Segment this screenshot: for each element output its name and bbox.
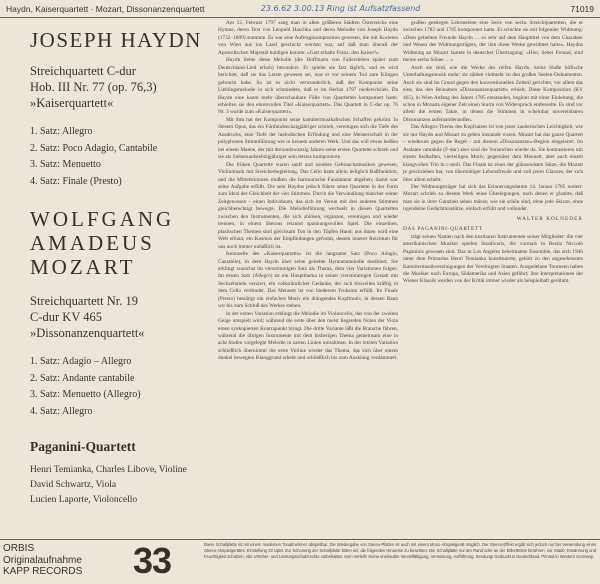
mozart-name-line: WOLFGANG (30, 207, 175, 232)
notes-paragraph: Keimzelle des »Kaiserquartetts« ist die langsame Satz (Poco Adagio, Cantabile), in dem Haydn über seine geliebte Hymnenmelodie meditiert. Sie erklingt zunächst im vierstimmigen Satz als Thema, dem vier Variationen folgen. Im ersten Satz (Allegro) ist ein Hauptthema in seiner vierstimmigen Gestalt mit Sechzehnteln verziert, ein volkstümlicher Gedanke, der sich bisweilen kräftig in dem Cello verbindet. Das Menuett ist von biederem Frohsinn erfüllt. Im Finale (Presto) bestätigt ein einfaches Motiv ein drängendes Kopfmotiv, in dessen Bann wir bis zum Schluß des Werkes stehen. (218, 251, 398, 310)
quartet-heading: DAS PAGANINI-QUARTETT (403, 226, 483, 233)
movement-item: 3. Satz: Menuetto (Allegro) (30, 389, 141, 401)
liner-notes-column-1 (218, 20, 398, 363)
haydn-movements (30, 124, 208, 190)
haydn-composer: JOSEPH HAYDN (30, 28, 202, 52)
mozart-movements (30, 354, 208, 420)
header-bar (0, 0, 600, 18)
movement-item: 3. Satz: Menuetto (30, 159, 101, 171)
notes-paragraph: Das Allegro-Thema des Kopfsatzes ist von jener zauberischen Leichtigkeit, wie sie nur Haydn und Mozart zu geben imstande waren. Mozart hat das ganze Quartett – wiederum gegen die Regel – mit diesem »Dissonanzen«-Beginn eingeleitet. Im Andante cantabile (F-dur) aber sind die Vorzeichen wieder da. Sie kontrastieren mit einem liedhaften, vierteiligen Motiv, gegenüber dem Menuett, aber auch einem klangvollen Trio in c-moll. Das Finale ist eines der glänzendsten Sätze, die Mozart je geschrieben hat, von übermütiger Lebensfreude und voll jenes Glanzes, der sich über allem erhebt. (403, 124, 583, 183)
mozart-work-line: C-dur KV 465 (30, 310, 102, 325)
label-line: ORBIS (3, 543, 35, 554)
haydn-work-line: Hob. III Nr. 77 (op. 76,3) (30, 80, 157, 95)
notes-paragraph: Auch sie sind, wie die Werke des reifen Haydn, keine bloße höfische Unterhaltungsmusik mehr; sie zählen vielmehr zu den großen Seelen-Dokumenten. Auch sie sind im Grund gegen den konventionellen Zeitstil gerichtet, vor allem das eine, das den Beinamen »Dissonanzenquartett« erhielt. Diese Komposition (KV 465), in Wien Anfang des Jahres 1785 entstanden, beginnt mit einer Einleitung, die schon in Mozarts eigener Zeit einen Sturm von Widerspruch entfesselte. Es sind vor allem die ersten Takte, in denen die Stimmen in scheinbar unvereinbaren Dissonanzen aufeinanderstoßen. (403, 64, 583, 123)
notes-paragraph: Die frühen Quartette waren sanft und sonders Gebrauchsmusiken gewesen, Violinmusik mit Streicherbegleitung. Das Cello hatte allein lediglich Baßfunktion, und die Mittelstimmen mußten die harmonische Fundament abgeben; damit war seine Aufgabe erfüllt. Die sehr Haydns jedoch führte seine Quartette in der Form zum Ideal der Gleichheit der vier Stimmen. Durch die Verwandlung mancher seiner Zeitgenossen – einen Individuum, das sich im Verein mit drei anderen Stimmen gleichberechtigt bewegte. Die Melodieführung wechselt in diesen Quartetten zwischen den Instrumenten, die sich ablösen, ergänzen, vereinigen und wieder trennen, in einem überaus reizund spannungsvollen Spiel. Die einzelnen, plastischen Themen sind gleichsam Ton in den Töpfen Hand; aus ihnen wird eine Welt erbaut, ein Kosmos der Empfindungen geformt, dessen innerer Reichtum für uns noch immer unfaßlich ist. (218, 161, 398, 250)
mozart-name-line: AMADEUS (30, 231, 155, 256)
mozart-work (30, 293, 208, 341)
ensemble-members (30, 463, 208, 507)
mozart-work-line: »Dissonanzenquartett« (30, 326, 145, 341)
ensemble-name: Paganini-Quartett (30, 439, 136, 455)
notes-paragraph: In der ersten Variation erklingt die Melodie im Violoncello, das von der zweiten Geige umspielt wird; während die erste über den meist liegenden Noten der Viola einen synkopierten Kontrapunkt bringt. Die dritte Variante läßt die Bratsche führen, während die übrigen Instrumente mit dem bisherigen Thema gemeinsam eine in acht Stufen vorgelegte Melodie in zarten Linien umrahmen. In der letzten Variation schließlich übernimmt die erste Violine wieder das Thema, das sich über einem dunkel bewegten Klanggrund erhebt und schließlich bis zum Ausklang verdämmert. (218, 310, 398, 362)
record-label (3, 543, 82, 578)
movement-item: 1. Satz: Adagio – Allegro (30, 356, 132, 368)
mozart-name-line: MOZART (30, 255, 136, 280)
haydn-work-line: »Kaiserquartett« (30, 96, 114, 111)
label-line: KAPP RECORDS (3, 566, 83, 577)
haydn-work-line: Streichquartett C-dur (30, 64, 136, 79)
album-title: Haydn, Kaiserquartett · Mozart, Dissonanzenquartett (6, 3, 205, 14)
program-column (0, 18, 218, 538)
movement-item: 4. Satz: Finale (Presto) (30, 175, 122, 187)
footer (0, 539, 600, 584)
handwritten-note: 23.6.62 3.00.13 Ring ist Aufsatzfassend (260, 4, 421, 13)
movement-item: 1. Satz: Allegro (30, 126, 93, 138)
author-signature: WALTER KOLNEDER (516, 215, 583, 222)
member-item: Lucien Laporte, Violoncello (30, 494, 138, 505)
label-line: Originalaufnahme (3, 554, 82, 566)
mozart-work-line: Streichquartett Nr. 19 (30, 294, 138, 309)
notes-paragraph: Am 12. Februar 1797 sang man in allen größeren Städten Österreichs eine Hymne, deren Text von Leopold Haschka und deren Melodie von Joseph Haydn (1732–1809) stammte. Es war eine Auftragskomposition gewesen, die mit Korieten von Wien aus ins Land geschickt worden war, auf daß man überall der Apostolischen Majestät huldigen konnte: »Gott erhalte Franz, den Kaiser!« (218, 20, 398, 56)
notes-paragraph: trägt seinen Namen nach den kostbaren Instrumenten seiner Mitglieder: die vier amerikanischen Musiker spielen Stradivaris, die vormals in Besitz Niccolò Paganinis gewesen sind. Das in Los Angeles beheimatete Ensemble, das sich 1946 unter dem Primarius Henri Temianka konstituierte, gehört zu den angesehensten Kammermusikvereinigungen der Vereinigten Staaten. Ausgedehnte Tourneen haben die Musiker nach Europa, Südamerika und Asien geführt; ihre Interpretationen der Wiener Klassik werden von der Kritik immer wieder als beispielhaft gerühmt. (403, 233, 583, 285)
legal-notice: Diese Schallplatte ist mit einem modernen Tonabnehmer abspielbar. Die Wiedergabe von Stereo-Platten ist auch mit einem Mono-Abspielgerät möglich. Der Stereo-Effekt ergibt sich jedoch nur bei Verwendung eines Stereo-Abspielgerätes. Einstellung 33 UpM. Zur Schonung der Schallplatte bitten wir, die folgenden Hinweise zu beachten: Die Schallplatte nur am Rand oder an der Etikettmitte berühren, vor Staub, Erwärmung und Feuchtigkeit schützen. Alle Urheber- und Leistungsschutzrechte vorbehalten. Kein Verleih! Keine unerlaubte Vervielfältigung, Vermietung, Aufführung, Sendung! Gedruckt in Deutschland. Printed in Western Germany. (204, 542, 596, 560)
notes-paragraph: Der Widmungsträger hat sich das Erinnerungsdatum 14. Januar 1785 notiert: Mozart schrieb zu diesem Werk seine Überlegungen, nach denen er glaubte, daß man sie in ihrer Ganzheit sehen müsse; wie sie schön sind, obne jede Skizze, ohne irgendeine Gedächtnisstütze, einfach erfüllt und vollendet. (403, 183, 583, 213)
haydn-work (30, 63, 208, 111)
notes-paragraph: Mit ihm hat der Komponist seine kammermusikalischen Schaffen gekrönt. In diesem Opus, das ein Fünfundsechzigjähriger schrieb, vereinigen sich die Tiefe des Ausdrucks, eine Tiefe der melodischen Erfindung und eine Meisterschaft in der polyphonen Stimmführung wie in keinem anderen Werk. Und das will etwas heißen bei einem Manne, der mit dreiundzwanzig Jahren seine ersten Quartette schrieb und sie als Siebenundsiebzigjähriger sein letztes komponierte. (218, 116, 398, 161)
playback-speed: 33 (133, 540, 172, 581)
movement-item: 2. Satz: Andante cantabile (30, 372, 135, 384)
notes-paragraph: großen gestiegen Lehrmeister eine Serie von sechs Streichquartetten, die er zwischen 1782 und 1785 komponiert hatte. Er schickte sie mit folgender Widmung: »Dem geliebten Freunde Haydn … so sehr auf dem Haupttitel von dem Charakter und Wesen des Widmungsträgers, der ihm diese Werke gewidmet hatte«. Haydns Widmung an Mozart lautete in deutscher Übertragung: »Hier, lieber Freund, sind meine sechs Söhne …« (403, 20, 583, 64)
movement-item: 2. Satz: Poco Adagio, Cantabile (30, 142, 158, 154)
catalog-number: 71019 (570, 3, 594, 14)
notes-paragraph: Haydn liebte diese Melodie (die Hoffmann von Fallersleben später zum Deutschland-Lied erhob) besonders. Er spielte sie fast täglich, und es wird berichtet, daß sie das Letzte gewesen sei, was er vor seinem Tod zum Klingen gebracht habe. So ist es nicht verwunderlich, daß der Komponist seine Lieblingsmelodie in sich schmiedete, daß er im Herbst 1797 niederschrieb. Da Haydn eine kaum mehr überschaubare Fülle von Quartetten komponiert hatte, erhielten sie den ehrenvollen Titel »Kaiserquartett«. Das Quartett in C-dur op. 76 Nr. 3 wurde zum »Kaiserquartett«. (218, 57, 398, 116)
member-item: Henri Temianka, Charles Libove, Violine (30, 465, 187, 476)
mozart-composer (30, 207, 208, 279)
movement-item: 4. Satz: Allegro (30, 405, 93, 417)
liner-notes-column-2 (403, 20, 583, 286)
member-item: David Schwartz, Viola (30, 480, 117, 491)
